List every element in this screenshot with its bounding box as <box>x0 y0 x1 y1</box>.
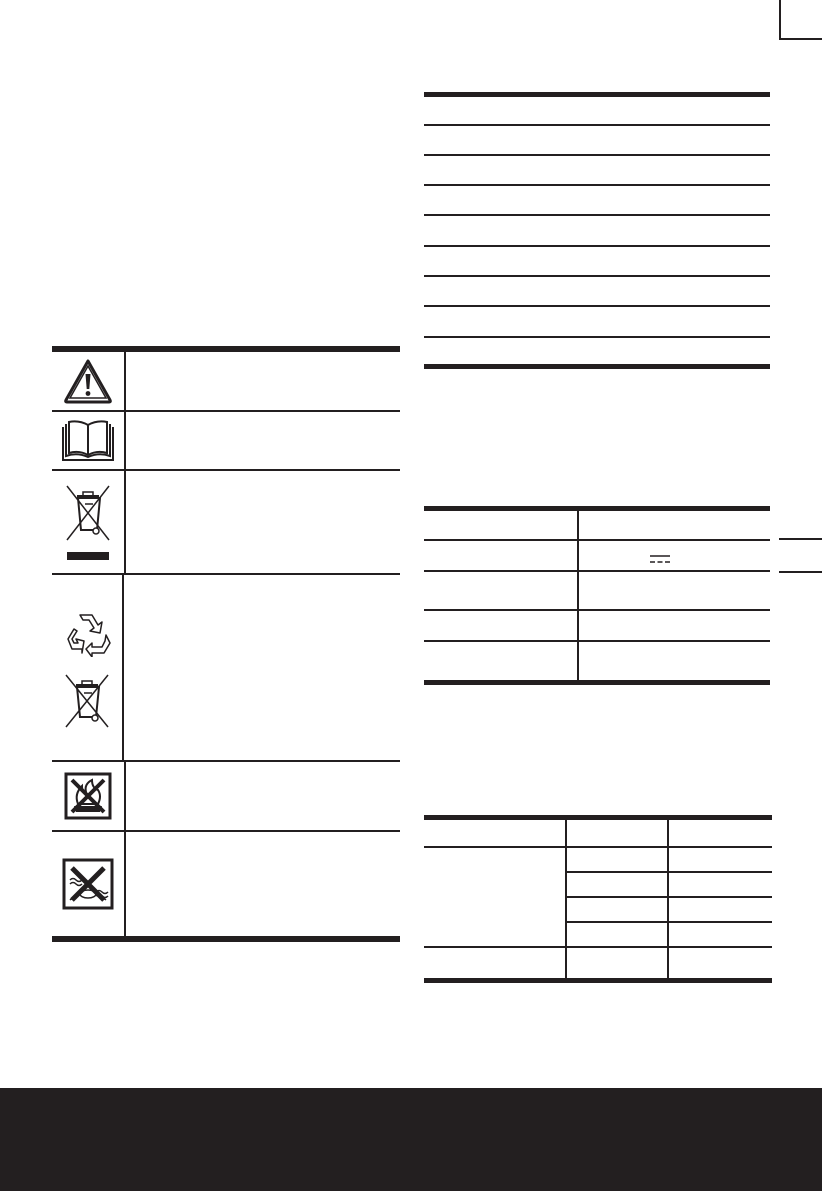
symbol-row-manual <box>52 410 400 469</box>
language-tab-rule-bottom <box>779 571 822 573</box>
spec-table-1-row-rule <box>424 214 770 216</box>
spec-table-3-column-divider-2 <box>667 820 669 978</box>
spec-table-1-row-rule <box>424 275 770 277</box>
spec-table-3-bottom-rule <box>424 978 772 983</box>
spec-table-1-row-rule <box>424 154 770 156</box>
recycling-arrows-icon <box>62 611 112 657</box>
spec-table-2-row-rule <box>424 640 770 642</box>
symbol-row-warning <box>52 352 400 410</box>
spec-table-3-column-divider-1 <box>565 820 567 978</box>
symbol-row-do-not-immerse <box>52 830 400 936</box>
spec-table-1-row-rule <box>424 245 770 247</box>
spec-table-3-row-rule <box>424 846 772 848</box>
spec-table-2-bottom-rule <box>424 680 770 685</box>
spec-table-1-bottom-rule <box>424 364 770 369</box>
spec-table-2-row-rule <box>424 609 770 611</box>
spec-table-1-top-rule <box>424 92 770 97</box>
spec-table-3-top-rule <box>424 815 772 820</box>
spec-table-2-top-rule <box>424 506 770 511</box>
do-not-immerse-in-water-icon <box>62 858 114 910</box>
crossed-out-wheelie-bin-icon <box>63 480 113 564</box>
spec-table-3-row-rule <box>567 871 772 873</box>
do-not-burn-icon <box>64 772 112 820</box>
instruction-manual-icon <box>60 419 116 463</box>
warning-triangle-icon <box>63 358 113 404</box>
spec-table-1-row-rule <box>424 184 770 186</box>
language-tab-rule-top <box>779 538 822 540</box>
spec-table-3-row-rule <box>567 896 772 898</box>
spec-table-2-row-rule <box>424 539 770 541</box>
crop-mark-top-right-horizontal <box>779 38 822 40</box>
spec-table-1-row-rule <box>424 124 770 126</box>
symbol-row-recycling <box>52 573 400 760</box>
crossed-out-wheelie-bin-icon <box>62 673 112 729</box>
symbols-table <box>52 346 400 942</box>
symbols-table-bottom-rule <box>52 936 400 942</box>
crop-mark-top-right-vertical <box>779 0 781 40</box>
symbol-row-do-not-burn <box>52 760 400 830</box>
footer-bar <box>0 1088 822 1191</box>
spec-table-3-row-rule <box>567 921 772 923</box>
symbol-row-weee <box>52 469 400 573</box>
direct-current-icon <box>649 554 671 564</box>
spec-table-2-row-rule <box>424 570 770 572</box>
spec-table-1-row-rule <box>424 305 770 307</box>
spec-table-3-row-rule <box>424 946 772 948</box>
spec-table-1-row-rule <box>424 336 770 338</box>
spec-table-2-column-divider <box>577 511 579 680</box>
